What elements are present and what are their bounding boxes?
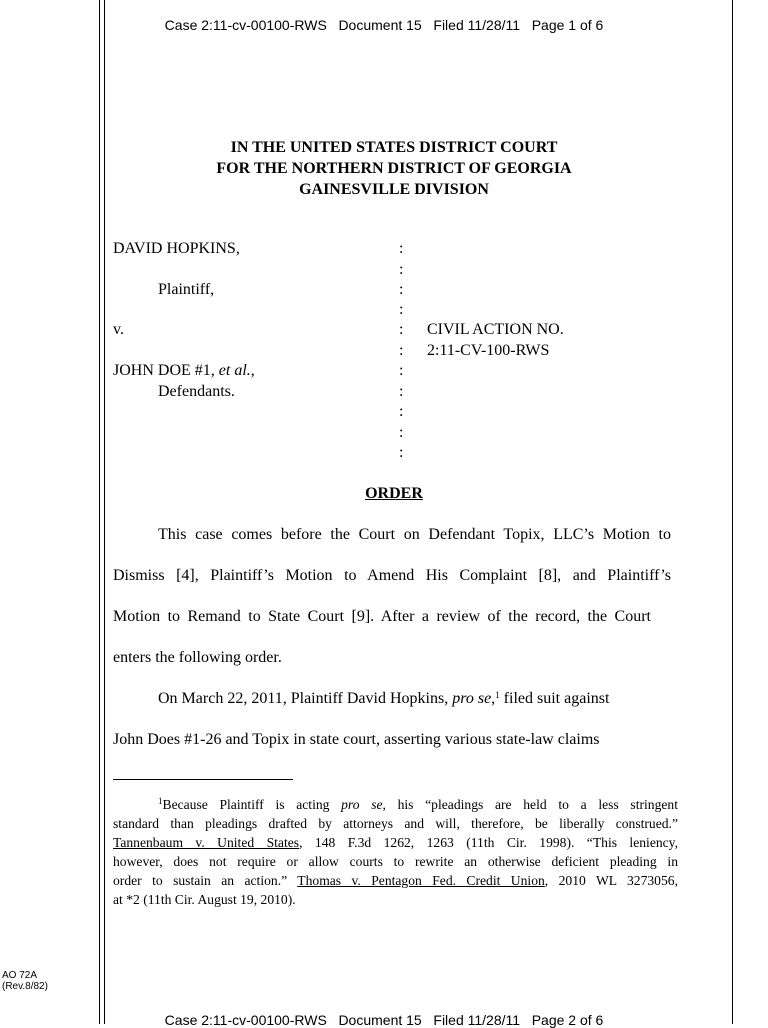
caption-separator: : — [399, 362, 404, 379]
caption-separator: : — [399, 261, 404, 278]
caption-separator: : — [399, 321, 404, 338]
body-line: Motion to Remand to State Court [9]. After a review of the record, the Court — [113, 608, 651, 625]
court-title-line-3: GAINESVILLE DIVISION — [299, 181, 489, 198]
body-line: enters the following order. — [113, 649, 282, 666]
caption-separator: : — [399, 383, 404, 400]
caption-separator: : — [399, 342, 404, 359]
court-title-line-1: IN THE UNITED STATES DISTRICT COURT — [230, 139, 558, 156]
case-header: Case 2:11-cv-00100-RWS Document 15 Filed 11/28/11 Page 1 of 6 — [164, 17, 604, 33]
caption-separator: : — [399, 444, 404, 461]
defendant-name: JOHN DOE #1, et al., — [113, 362, 255, 379]
caption-separator: : — [399, 301, 404, 318]
civil-action-number: 2:11-CV-100-RWS — [427, 342, 550, 359]
court-title — [100, 137, 688, 200]
caption-separator: : — [399, 240, 404, 257]
next-page-header: Case 2:11-cv-00100-RWS Document 15 Filed 11/28/11 Page 2 of 6 — [164, 1012, 604, 1028]
footnote-line: however, does not require or allow courts to rewrite an otherwise deficient pleading in — [113, 854, 678, 869]
caption-separator: : — [399, 424, 404, 441]
order-title: ORDER — [365, 485, 423, 502]
caption-separator: : — [399, 403, 404, 420]
civil-action-label: CIVIL ACTION NO. — [427, 321, 564, 338]
caption-separator: : — [399, 281, 404, 298]
body-line: Dismiss [4], Plaintiff’s Motion to Amend His Complaint [8], and Plaintiff’s — [113, 567, 671, 584]
footnote-line: at *2 (11th Cir. August 19, 2010). — [113, 892, 296, 907]
plaintiff-role: Plaintiff, — [158, 281, 215, 298]
body-line: John Does #1-26 and Topix in state court, asserting various state-law claims — [113, 731, 600, 748]
right-margin-rule — [732, 0, 733, 1024]
body-line: This case comes before the Court on Defendant Topix, LLC’s Motion to — [158, 526, 671, 543]
court-title-line-2: FOR THE NORTHERN DISTRICT OF GEORGIA — [216, 160, 572, 177]
footnote-line: Tannenbaum v. United States, 148 F.3d 1262, 1263 (11th Cir. 1998). “This leniency, — [113, 835, 678, 850]
versus: v. — [113, 321, 124, 338]
footnote-line: order to sustain an action.” Thomas v. Pentagon Fed. Credit Union, 2010 WL 3273056, — [113, 873, 678, 888]
footnote-line: $^1$Because Plaintiff is acting pro se, his “pleadings are held to a less stringent — [158, 796, 678, 812]
footnote-marker: 1 — [495, 690, 500, 700]
defendant-role: Defendants. — [158, 383, 235, 400]
footnote-separator — [113, 779, 293, 780]
plaintiff-name: DAVID HOPKINS, — [113, 240, 240, 257]
body-line: On March 22, 2011, Plaintiff David Hopkins, pro se,$^1$ filed suit against — [158, 690, 610, 707]
form-mark: AO 72A (Rev.8/82) — [2, 970, 48, 992]
footnote-line: standard than pleadings drafted by attorneys and will, therefore, be liberally construed.” — [113, 816, 678, 831]
